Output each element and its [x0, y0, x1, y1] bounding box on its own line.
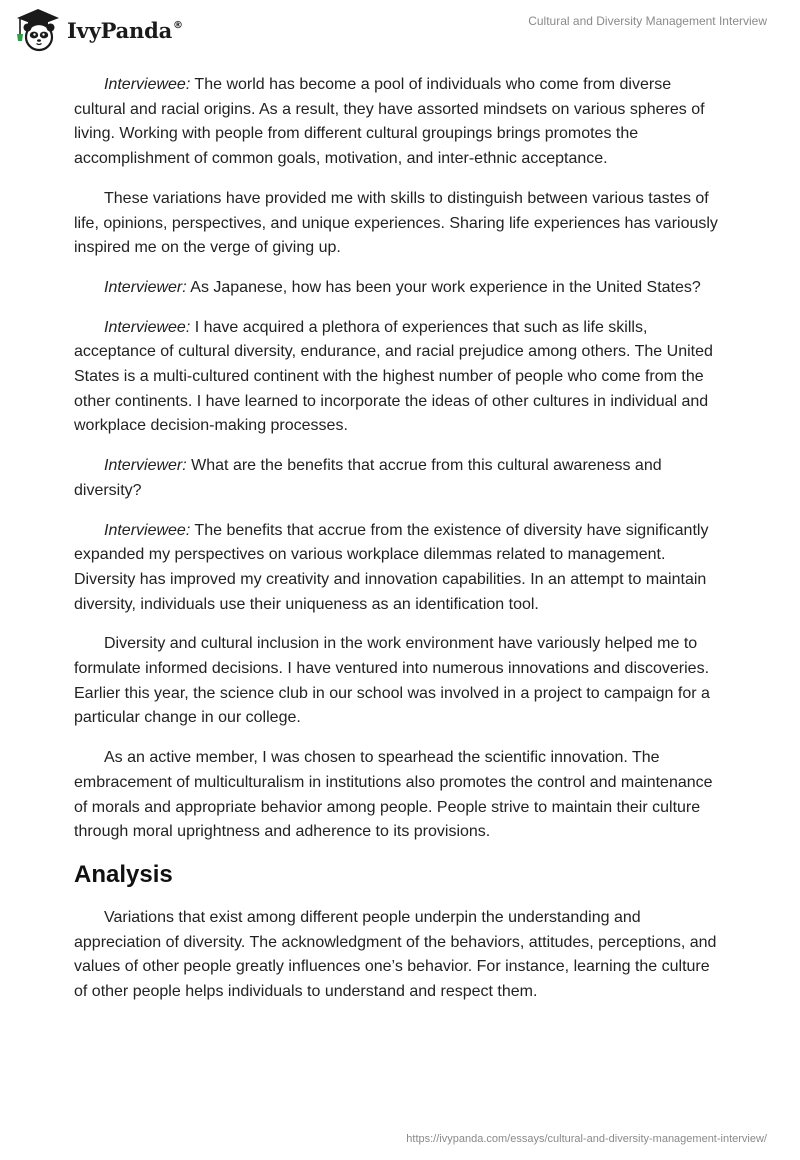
paragraph	[74, 454, 726, 503]
page-header	[0, 0, 800, 60]
paragraph	[74, 906, 726, 1005]
paragraph-text: These variations have provided me with skills to distinguish between various tastes of life, opinions, perspectives, and unique experiences. Sharing life experiences has variously inspired me on the verge of giving up.	[74, 189, 718, 257]
paragraph-text: Variations that exist among different people underpin the understanding and appreciation of diversity. The acknowledgment of the behaviors, attitudes, perceptions, and values of other people greatly influences one’s behavior. For instance, learning the culture of other people helps individuals to understand and respect them.	[74, 908, 717, 1001]
speaker-label: Interviewee:	[104, 318, 191, 336]
brand-logo[interactable]	[14, 8, 183, 52]
paragraph-text: As an active member, I was chosen to spearhead the scientific innovation. The embracement of multiculturalism in institutions also promotes the control and maintenance of morals and appropriate behavior among people. People strive to maintain their culture through moral uprightness and adherence to its provisions.	[74, 749, 713, 841]
speaker-label: Interviewer:	[104, 457, 187, 475]
paragraph	[74, 746, 726, 845]
paragraph-text: What are the benefits that accrue from this cultural awareness and diversity?	[74, 457, 662, 499]
essay-body	[74, 73, 726, 1005]
paragraph-text: Diversity and cultural inclusion in the work environment have variously helped me to formulate informed decisions. I have ventured into numerous innovations and discoveries. Earlier this year, the science club in our school was involved in a project to campaign for a particular change in our college.	[74, 635, 710, 727]
paragraph-text: The world has become a pool of individuals who come from diverse cultural and racial origins. As a result, they have assorted mindsets on various spheres of living. Working with people from different cultural groupings brings promotes the accomplishment of common goals, motivation, and inter-ethnic acceptance.	[74, 76, 705, 168]
panda-graduate-icon	[14, 8, 62, 52]
brand-name: IvyPanda®	[67, 17, 183, 43]
section-heading-analysis: Analysis	[74, 860, 173, 888]
speaker-label: Interviewee:	[104, 521, 191, 539]
paragraph-text: The benefits that accrue from the existence of diversity have significantly expanded my perspectives on various workplace dilemmas related to management. Diversity has improved my creativity and innovation capabilities. In an attempt to maintain diversity, individuals use their uniqueness as an identification tool.	[74, 521, 709, 613]
registered-mark: ®	[173, 19, 183, 31]
paragraph	[74, 73, 726, 172]
paragraph	[74, 316, 726, 440]
paragraph-text: As Japanese, how has been your work experience in the United States?	[186, 278, 701, 296]
paragraph	[74, 187, 726, 261]
paragraph	[74, 276, 726, 301]
paragraph	[74, 519, 726, 618]
paragraph	[74, 632, 726, 731]
document-title: Cultural and Diversity Management Interview	[528, 14, 767, 28]
speaker-label: Interviewer:	[104, 278, 187, 296]
speaker-label: Interviewee:	[104, 76, 191, 93]
source-url[interactable]: https://ivypanda.com/essays/cultural-and-diversity-management-interview/	[406, 1133, 767, 1145]
paragraph-text: I have acquired a plethora of experiences that such as life skills, acceptance of cultural diversity, endurance, and racial prejudice among others. The United States is a multi-cultured continent with the highest number of people who come from the other continents. I have learned to incorporate the ideas of other cultures in individual and workplace decision-making processes.	[74, 318, 713, 435]
